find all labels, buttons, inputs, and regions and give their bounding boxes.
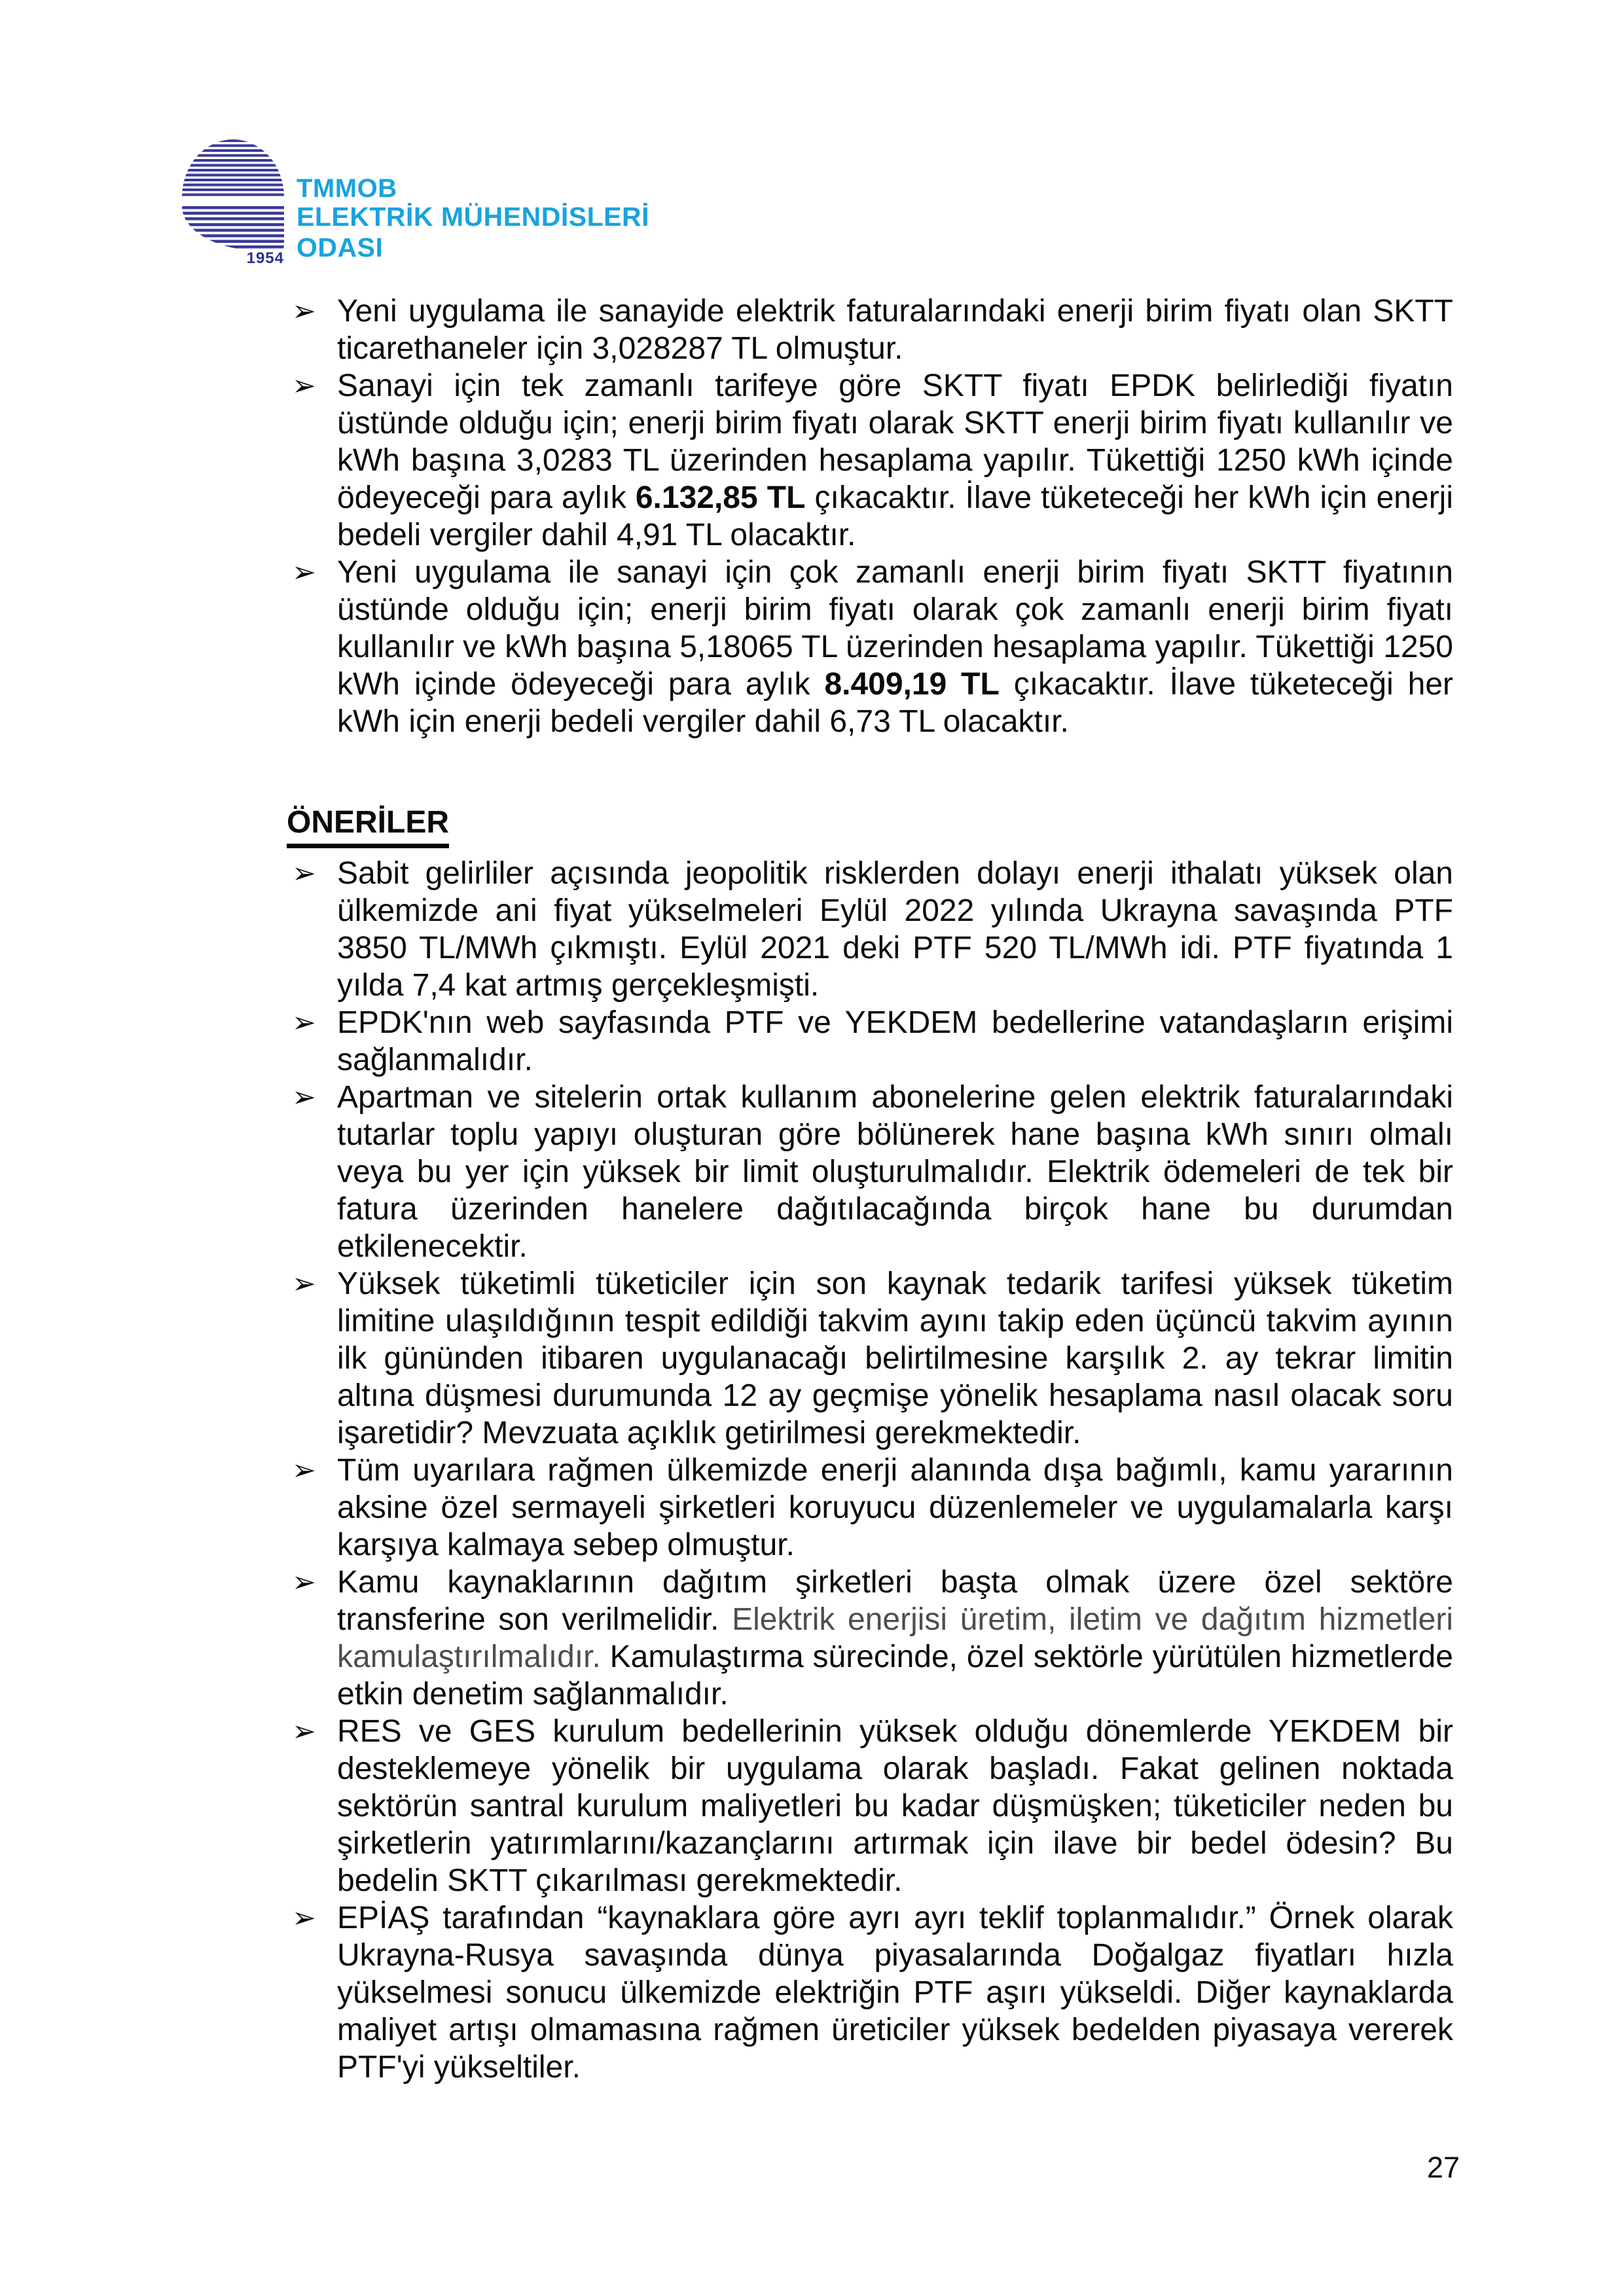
bullet-arrow-icon: ➢: [292, 1268, 316, 1300]
list-item: [287, 1452, 1453, 1564]
globe-icon: [182, 139, 284, 251]
list-item: [287, 1899, 1453, 2086]
globe-bottom-hemisphere: [182, 206, 284, 251]
list-item-text: Apartman ve sitelerin ortak kullanım abonelerine gelen elektrik faturalarındaki tutarlar toplu yapıyı oluşturan göre bölünerek hane başına kWh sınırı olmalı veya bu yer için yüksek bir limit oluşturulmalıdır. Elektrik ödemeleri de tek bir fatura üzerinden hanelere dağıtılacağında birçok hane bu durumdan etkilenecektir.: [337, 1080, 1453, 1264]
list-item-text: Yüksek tüketimli tüketiciler için son kaynak tedarik tarifesi yüksek tüketim limitine ulaşıldığının tespit edildiği takvim ayını takip eden üçüncü takvim ayının ilk gününden itibaren uygulanacağı belirtilmesine karşılık 2. ay tekrar limitin altına düşmesi durumunda 12 ay geçmişe yönelik hesaplama nasıl olacak soru işaretidir? Mevzuata açıklık getirilmesi gerekmektedir.: [337, 1266, 1453, 1450]
bullet-arrow-icon: ➢: [292, 556, 316, 588]
list-item: [287, 367, 1453, 554]
bullet-list-oneriler: [287, 855, 1453, 2086]
bullet-arrow-icon: ➢: [292, 1566, 316, 1598]
list-item-text: Sabit gelirliler açısında jeopolitik risklerden dolayı enerji ithalatı yüksek olan ülkemizde ani fiyat yükselmeleri Eylül 2022 yılında Ukrayna savaşında PTF 3850 TL/MWh çıkmıştı. Eylül 2021 deki PTF 520 TL/MWh idi. PTF fiyatında 1 yılda 7,4 kat artmış gerçekleşmişti.: [337, 856, 1453, 1003]
list-item: [287, 1079, 1453, 1265]
list-item-text: Tüm uyarılara rağmen ülkemizde enerji alanında dışa bağımlı, kamu yararının aksine özel sermayeli şirketleri koruyucu düzenlemeler ve uygulamalarla karşı karşıya kalmaya sebep olmuştur.: [337, 1453, 1453, 1562]
bullet-list-top: [287, 293, 1453, 740]
list-item: [287, 855, 1453, 1004]
bullet-arrow-icon: ➢: [292, 857, 316, 889]
list-item-text: RES ve GES kurulum bedellerinin yüksek olduğu dönemlerde YEKDEM bir desteklemeye yönelik bir uygulama olarak başladı. Fakat gelinen noktada sektörün santral kurulum maliyetleri bu kadar düşmüşken; tüketiciler neden bu şirketlerin yatırımlarını/kazançlarını artırmak için ilave bir bedel ödesin? Bu bedelin SKTT çıkarılması gerekmektedir.: [337, 1714, 1453, 1898]
bullet-arrow-icon: ➢: [292, 295, 316, 327]
bullet-arrow-icon: ➢: [292, 1454, 316, 1486]
list-item-text: EPİAŞ tarafından “kaynaklara göre ayrı ayrı teklif toplanmalıdır.” Örnek olarak Ukrayna-Rusya savaşında dünya piyasalarında Doğalgaz fiyatları hızla yükselmesi sonucu ülkemizde elektriğin PTF aşırı yükseldi. Diğer kaynaklarda maliyet artışı olmamasına rağmen üreticiler yüksek bedelden piyasaya vererek PTF'yi yükseltiler.: [337, 1901, 1453, 2085]
list-item-text: Yeni uygulama ile sanayi için çok zamanlı enerji birim fiyatı SKTT fiyatının üstünde olduğu için; enerji birim fiyatı olarak çok zamanlı enerji birim fiyatı kullanılır ve kWh başına 5,18065 TL üzerinden hesaplama yapılır. Tükettiği 1250 kWh içinde ödeyeceği para aylık 8.409,19 TL çıkacaktır. İlave tüketeceği her kWh için enerji bedeli vergiler dahil 6,73 TL olacaktır.: [337, 555, 1453, 739]
list-item: [287, 554, 1453, 740]
page-number: 27: [1426, 2151, 1460, 2184]
list-item-text: EPDK'nın web sayfasında PTF ve YEKDEM bedellerine vatandaşların erişimi sağlanmalıdır.: [337, 1005, 1453, 1077]
bullet-arrow-icon: ➢: [292, 1902, 316, 1934]
logo-chamber-name: ELEKTRİK MÜHENDİSLERİ ODASI: [297, 202, 649, 262]
emo-logo: [0, 0, 720, 275]
globe-top-hemisphere: [182, 139, 284, 197]
bullet-arrow-icon: ➢: [292, 1081, 316, 1113]
document-body: [287, 293, 1453, 2086]
list-item: [287, 293, 1453, 367]
section-heading-text: ÖNERİLER: [287, 804, 449, 848]
list-item: [287, 1004, 1453, 1079]
list-item-text: Sanayi için tek zamanlı tarifeye göre SKTT fiyatı EPDK belirlediği fiyatın üstünde olduğu için; enerji birim fiyatı olarak SKTT enerji birim fiyatı kullanılır ve kWh başına 3,0283 TL üzerinden hesaplama yapılır. Tükettiği 1250 kWh içinde ödeyeceği para aylık 6.132,85 TL çıkacaktır. İlave tüketeceği her kWh için enerji bedeli vergiler dahil 4,91 TL olacaktır.: [337, 368, 1454, 552]
list-item: [287, 1564, 1453, 1713]
list-item-text: Kamu kaynaklarının dağıtım şirketleri başta olmak üzere özel sektöre transferine son verilmelidir. Elektrik enerjisi üretim, iletim ve dağıtım hizmetleri kamulaştırılmalıdır. Kamulaştırma sürecinde, özel sektörle yürütülen hizmetlerde etkin denetim sağlanmalıdır.: [337, 1565, 1454, 1712]
list-item-text: Yeni uygulama ile sanayide elektrik faturalarındaki enerji birim fiyatı olan SKTT ticarethaneler için 3,028287 TL olmuştur.: [337, 294, 1453, 366]
logo-org-name: TMMOB: [297, 174, 397, 203]
bullet-arrow-icon: ➢: [292, 1715, 316, 1748]
section-heading-oneriler: [287, 804, 1453, 848]
bullet-arrow-icon: ➢: [292, 1007, 316, 1039]
list-item: [287, 1265, 1453, 1452]
list-item: [287, 1713, 1453, 1899]
bullet-arrow-icon: ➢: [292, 370, 316, 402]
logo-year: 1954: [246, 249, 284, 267]
